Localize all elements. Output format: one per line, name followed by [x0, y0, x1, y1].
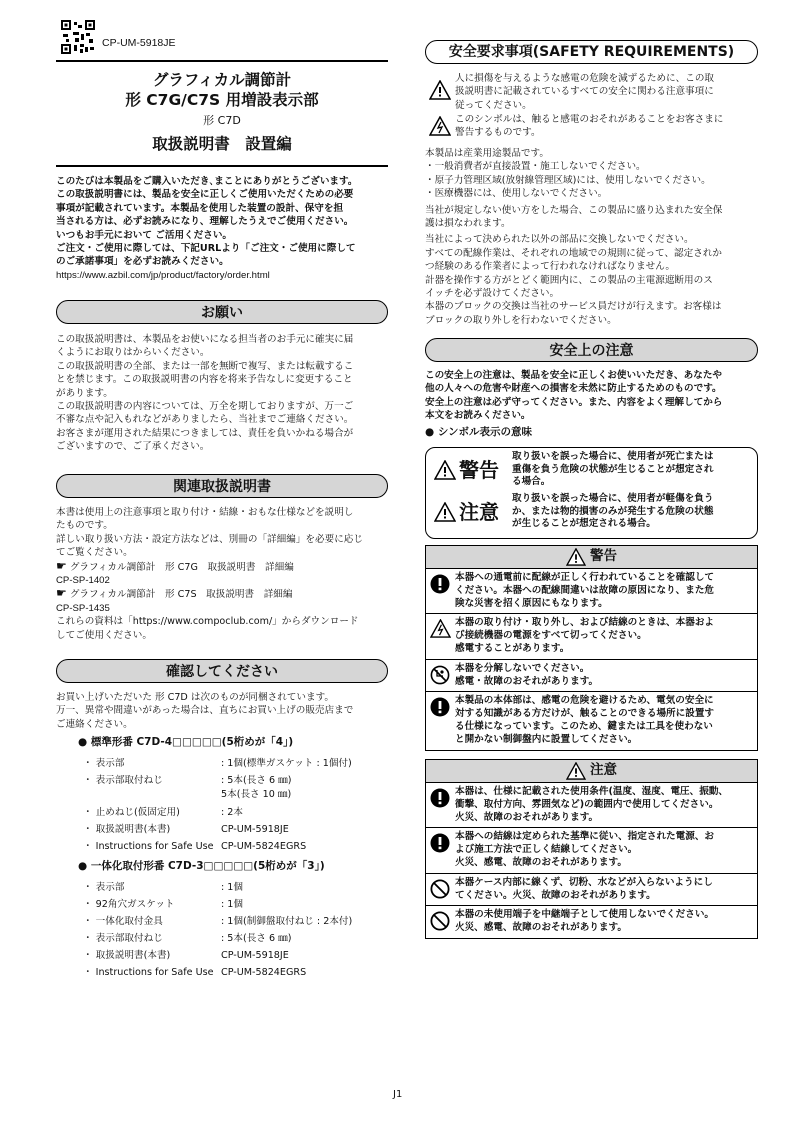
definition-line: が生じることが想定される場合。 — [512, 518, 656, 530]
table-row — [426, 906, 757, 938]
section-heading-safety-requirements: 安全要求事項(SAFETY REQUIREMENTS) — [425, 40, 758, 64]
model-number: 形 C7D — [203, 114, 241, 127]
related-line: 本書は使用上の注意事項と取り付け・結線・おもな仕様などを説明し — [56, 507, 354, 518]
row-text — [455, 569, 757, 613]
intro-line: このたびは本製品をご購入いただき､まことにありがとうございます。 — [56, 176, 358, 187]
warning-triangle-icon — [429, 80, 451, 100]
definition-line: る場合。 — [512, 476, 551, 488]
row-line: よび施工方法で正しく結線してください。 — [455, 844, 638, 856]
safety-note-line: 人に損傷を与えるような感電の危険を減ずるために、この取 — [455, 73, 715, 84]
section-heading-safety-precautions: 安全上の注意 — [425, 338, 758, 362]
related-line: たものです。 — [56, 520, 113, 532]
pointing-hand-icon: ☛ — [56, 586, 67, 601]
warning-definition — [512, 451, 752, 489]
reference-title: グラフィカル調節計 形 C7S 取扱説明書 詳細編 — [69, 589, 293, 601]
definition-line: か、または物的損害のみが発生する危険の状態 — [512, 505, 714, 517]
reference-title: グラフィカル調節計 形 C7G 取扱説明書 詳細編 — [69, 561, 294, 573]
definition-line: 取り扱いを誤った場合に、使用者が死亡または — [512, 451, 714, 462]
row-text — [455, 692, 757, 749]
safety-line: 当社が規定しない使い方をした場合、この製品に盛り込まれた安全保 — [425, 204, 723, 216]
page-number: J1 — [393, 1089, 403, 1100]
safety-note-line: 警告するものです。 — [455, 127, 541, 139]
standard-model-heading: ● 標準形番 C7D-4□□□□□(5桁めが「4」) — [78, 736, 294, 748]
row-line: 衝撃、取付方向、雰囲気など)の範囲内で使用してください。 — [455, 798, 719, 810]
caution-label: 注意 — [459, 500, 499, 524]
order-url: https://www.azbil.com/jp/product/factory/order.html — [56, 269, 270, 281]
onegai-paragraph — [56, 333, 388, 454]
caution-definition — [512, 493, 752, 531]
row-line: 感電・故障のおそれがあります。 — [455, 675, 599, 687]
row-line: 本器の取り付け・取り外し、および結線のときは、本器およ — [455, 617, 715, 629]
caution-table — [425, 759, 758, 939]
row-text — [455, 828, 757, 872]
row-text — [455, 874, 757, 906]
intro-paragraph — [56, 175, 388, 282]
integrated-model-heading: ● 一体化取付形番 C7D-3□□□□□(5桁めが「3」) — [78, 860, 325, 872]
safety-line: イッチを必ず設けてください。 — [425, 288, 560, 300]
row-line: 本器を分解しないでください。 — [455, 662, 590, 674]
intro-line: 当される方は、必ずお読みになり、理解したうえでご使用ください。 — [56, 216, 354, 228]
symbol-legend-box — [425, 447, 758, 539]
safety-line: 当社によって決められた以外の部品に交換しないでください。 — [425, 234, 694, 246]
caution-table-title: 注意 — [590, 762, 617, 779]
row-line: 火災、感電、故障のおそれがあります。 — [455, 856, 627, 868]
row-line: 対する知識がある方だけが、触ることのできる場所に設置す — [455, 708, 715, 720]
row-line: 本器の未使用端子を中継端子として使用しないでください。 — [455, 909, 715, 921]
section-heading-related: 関連取扱説明書 — [56, 474, 388, 498]
safety-line: つ経験のある作業者によって行われなければなりません。 — [425, 261, 676, 273]
warning-triangle-icon — [566, 548, 586, 566]
section-heading-onegai: お願い — [56, 300, 388, 324]
table-row — [426, 614, 757, 659]
warning-table-title: 警告 — [590, 548, 617, 565]
pointing-hand-icon: ☛ — [56, 558, 67, 573]
row-text — [455, 906, 757, 938]
onegai-line: とを禁じます。この取扱説明書の内容を将来予告なしに変更すること — [56, 374, 353, 386]
electric-shock-icon — [430, 619, 450, 639]
download-line: これらの資料は「https://www.compoclub.com/」からダウンロード — [56, 616, 359, 628]
safety-precautions-paragraph — [425, 369, 758, 439]
row-line: 本器は、仕様に記載された使用条件(温度、湿度、電圧、振動、 — [455, 786, 729, 797]
safety-line: ・原子力管理区域(放射線管理区域)には、使用しないでください。 — [425, 174, 711, 186]
warning-label: 警告 — [459, 458, 499, 482]
warning-table — [425, 545, 758, 751]
table-row — [426, 874, 757, 907]
confirm-line: お買い上げいただいた 形 C7D は次のものが同梱されています。 — [56, 692, 335, 703]
row-line: 本器への結線は定められた基準に従い、指定された電源、お — [455, 831, 715, 843]
warning-table-header — [426, 546, 757, 569]
intro-line: この取扱説明書には、製品を安全に正しくご使用いただくための必要 — [56, 189, 354, 201]
table-row — [426, 828, 757, 873]
row-line: 火災、感電、故障のおそれがあります。 — [455, 922, 627, 934]
onegai-line: お客さまが運用された結果につきましては、責任を負いかねる場合が — [56, 427, 354, 439]
table-row — [426, 569, 757, 614]
no-disassembly-icon — [430, 665, 450, 685]
warning-symbol-label — [434, 458, 499, 482]
row-line: 火災、故障のおそれがあります。 — [455, 811, 599, 823]
caution-table-header — [426, 760, 757, 783]
table-row — [426, 692, 757, 749]
prohibition-icon — [430, 911, 450, 931]
row-line: び接続機器の電源をすべて切ってください。 — [455, 630, 647, 642]
safety-line: 本製品は産業用途製品です。 — [425, 148, 549, 159]
reference-1 — [56, 560, 388, 574]
onegai-line: ございますので、ご了承ください。 — [56, 441, 210, 453]
warning-triangle-icon — [434, 502, 456, 522]
row-line: 本器への通電前に配線が正しく行われていることを確認して — [455, 572, 715, 583]
intro-line: いつもお手元において ご活用ください。 — [56, 229, 233, 241]
product-title: 形 C7G/C7S 用増設表示部 — [125, 91, 319, 109]
exclamation-icon — [430, 574, 450, 594]
row-line: 本器ケース内部に線くず、切粉、水などが入らないようにし — [455, 876, 713, 888]
warning-triangle-icon — [434, 460, 456, 480]
product-category: グラフィカル調節計 — [152, 71, 292, 89]
safety-requirements-body — [425, 147, 758, 327]
onegai-line: この取扱説明書の内容については、万全を期しておりますが、万一ご — [56, 401, 354, 413]
onegai-line: この取扱説明書の全部、または一部を無断で複写、または転載するこ — [56, 360, 354, 372]
row-line: 本製品の本体部は、感電の危険を避けるため、電気の安全に — [455, 695, 714, 707]
symbol-meaning-heading: ● シンボル表示の意味 — [425, 425, 533, 438]
row-line: ください。本器への配線間違いは故障の原因になり、また危 — [455, 584, 715, 596]
onegai-line: この取扱説明書は、本製品をお使いになる担当者のお手元に確実に届 — [56, 334, 354, 345]
row-line: てください。火災、故障のおそれがあります。 — [455, 889, 656, 901]
precaution-line: 本文をお読みください。 — [425, 410, 531, 422]
intro-line: 事項が記載されています。本製品を使用した装置の設計、保守を担 — [56, 202, 344, 214]
section-heading-confirm: 確認してください — [56, 659, 388, 683]
caution-symbol-label — [434, 500, 499, 524]
row-line: 険な災害を招く原因にもなります。 — [455, 597, 608, 609]
onegai-line: があります。 — [56, 387, 113, 399]
divider — [56, 165, 388, 167]
warning-rows — [426, 569, 757, 750]
confirm-paragraph — [56, 691, 388, 731]
table-row — [426, 660, 757, 693]
onegai-line: 不審な点や記入もれなどがありましたら、当社までご連絡ください。 — [56, 414, 354, 426]
intro-line: ご注文・ご使用に際しては、下記URLより「ご注文・ご使用に際して — [56, 243, 356, 255]
safety-line: すべての配線作業は、それぞれの地域での規則に従って、認定されか — [425, 247, 723, 259]
exclamation-icon — [430, 788, 450, 808]
row-text — [455, 660, 757, 692]
intro-line: のご承諾事項」を必ずお読みください。 — [56, 256, 229, 268]
safety-line: 本器のブロックの交換は当社のサービス員だけが行えます。お客様は — [425, 301, 722, 313]
document-number: CP-UM-5918JE — [102, 37, 176, 49]
reference-code: CP-SP-1402 — [56, 575, 110, 587]
safety-note-line: 従ってください。 — [455, 99, 532, 111]
reference-2 — [56, 587, 388, 601]
safety-note-line: 扱説明書に記載されているすべての安全に関わる注意事項に — [455, 86, 714, 98]
safety-line: ブロックの取り外しを行わないでください。 — [425, 314, 617, 326]
safety-note-line: このシンボルは、触ると感電のおそれがあることをお客さまに — [455, 114, 724, 125]
manual-title: 取扱説明書 設置編 — [152, 135, 292, 153]
safety-line: ・一般消費者が直接設置・施工しないでください。 — [425, 161, 646, 173]
onegai-line: くようにお取りはからいください。 — [56, 347, 210, 359]
confirm-line: 万一、異常や間違いがあった場合は、直ちにお買い上げの販売店まで — [56, 705, 354, 717]
related-paragraph — [56, 506, 388, 642]
caution-rows — [426, 783, 757, 938]
precaution-line: 安全上の注意は必ず守ってください。また、内容をよく理解してから — [425, 396, 723, 408]
electric-shock-icon — [429, 116, 451, 136]
confirm-line: ご連絡ください。 — [56, 718, 133, 730]
qr-code-icon — [61, 20, 95, 54]
row-text — [455, 783, 757, 827]
exclamation-icon — [430, 697, 450, 717]
precaution-line: 他の人々への危害や財産への損害を未然に防止するためのものです。 — [425, 383, 722, 395]
safety-line: ・医療機器には、使用しないでください。 — [425, 188, 608, 200]
related-line: 詳しい取り扱い方法・設定方法などは、別冊の「詳細編」を必要に応じ — [56, 533, 363, 545]
definition-line: 重傷を負う危険の状態が生じることが想定され — [512, 463, 714, 475]
prohibition-icon — [430, 879, 450, 899]
safety-line: 護は損なわれます。 — [425, 218, 511, 230]
row-text — [455, 614, 757, 658]
precaution-line: この安全上の注意は、製品を安全に正しくお使いいただき、あなたや — [425, 370, 723, 381]
row-line: 感電することがあります。 — [455, 642, 570, 654]
divider — [56, 60, 388, 62]
reference-code: CP-SP-1435 — [56, 602, 110, 614]
exclamation-icon — [430, 833, 450, 853]
related-line: てご覧ください。 — [56, 547, 133, 559]
row-line: と開かない制御盤内に設置してください。 — [455, 733, 638, 745]
download-line: してご使用ください。 — [56, 629, 152, 641]
row-line: る仕様になっています。このため、鍵または工具を使わない — [455, 720, 713, 732]
table-row — [426, 783, 757, 828]
definition-line: 取り扱いを誤った場合に、使用者が軽傷を負う — [512, 493, 714, 504]
safety-line: 計器を操作する方がとどく範囲内に、この製品の主電源遮断用のス — [425, 274, 713, 286]
warning-triangle-icon — [566, 762, 586, 780]
